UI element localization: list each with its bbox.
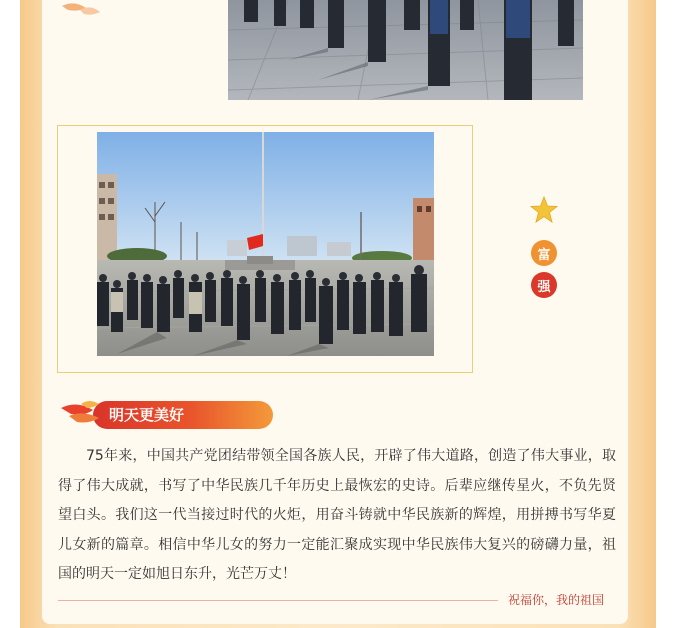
dove-ribbon-icon: [59, 398, 103, 432]
section-heading: [59, 398, 219, 432]
photo-flag-raising: [97, 132, 434, 356]
photo-crowd-top: [228, 0, 583, 100]
section-heading-text: 明天更美好: [109, 406, 185, 424]
footer-text: 祝福你，我的祖国: [508, 593, 605, 607]
badge-qiang: 强: [531, 272, 557, 298]
star-icon: [530, 196, 558, 224]
footer-divider: [58, 600, 498, 601]
badge-fu: 富: [531, 240, 557, 266]
body-paragraph: 75年来，中国共产党团结带领全国各族人民，开辟了伟大道路，创造了伟大事业，取得了伟大成就，书写了中华民族几千年历史上最恢宏的史诗。后辈应继传星火，不负先贤望白头。我们这一代当接过时代的火炬，用奋斗铸就中华民族新的辉煌，用拼搏书写华夏儿女新的篇章。相信中华儿女的努力一定能汇聚成实现中华民族伟大复兴的磅礴力量，祖国的明天一定如旭日东升，光芒万丈！: [58, 448, 616, 582]
ribbon-decoration-icon: [60, 0, 104, 18]
